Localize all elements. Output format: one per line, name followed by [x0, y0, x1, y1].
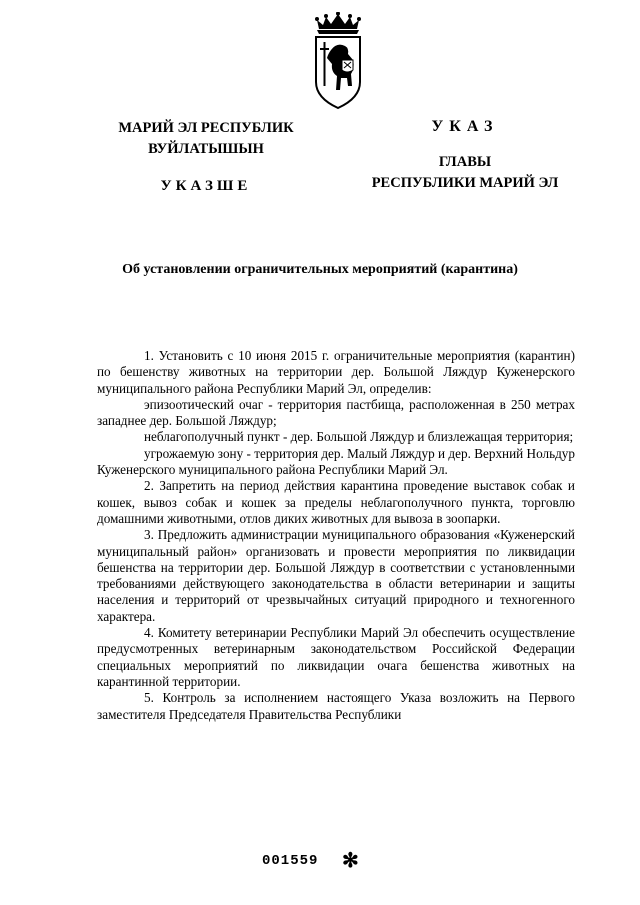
- header-left-line3: УКАЗШЕ: [160, 178, 252, 194]
- paragraph-1-item-2: неблагополучный пункт - дер. Большой Ляждур и близлежащая территория;: [144, 429, 574, 445]
- header-left-line2: ВУЙЛАТЫШЫН: [148, 141, 264, 157]
- paragraph-4: 4. Комитету ветеринарии Республики Марий Эл обеспечить осуществление предусмотренных ветеринарным законодательством Российской Федерации специальных мероприятий по ликвидации очага бешенства животных на карантинной территории.: [97, 625, 575, 689]
- paragraph-3: 3. Предложить администрации муниципального образования «Куженерский муниципальный район» организовать и провести мероприятия по ликвидации бешенства на территории дер. Большой Ляждур в соответствии с установленными требованиями действующего законодательства в области ветеринарии и защиты населения и территорий от чрезвычайных ситуаций природного и техногенного характера.: [97, 527, 575, 624]
- header-right: [355, 152, 575, 194]
- crown-icon: [315, 12, 361, 34]
- paragraph-1-item-3: угрожаемую зону - территория дер. Малый Ляждур и дер. Верхний Нольдур Куженерского муниципального района Республики Марий Эл.: [97, 445, 575, 478]
- header-left-line1: МАРИЙ ЭЛ РЕСПУБЛИК: [118, 120, 294, 136]
- paragraph-1-item-1: эпизоотический очаг - территория пастбища, расположенная в 250 метрах западнее дер. Большой Ляждур;: [97, 396, 575, 429]
- header-right-line2: РЕСПУБЛИКИ МАРИЙ ЭЛ: [371, 175, 559, 191]
- header-right-title: УКАЗ: [431, 118, 499, 135]
- paragraph-1: 1. Установить с 10 июня 2015 г. ограничительные мероприятия (карантин) по бешенству животных на территории дер. Большой Ляждур Куженерского муниципального района Республики Марий Эл, определив:: [97, 348, 575, 396]
- header-left: [98, 118, 314, 197]
- document-title: Об установлении ограничительных мероприятий (карантина): [122, 262, 518, 277]
- coat-of-arms-icon: [311, 12, 365, 112]
- serial-mark-icon: ✻: [342, 850, 359, 872]
- header-right-line1: ГЛАВЫ: [438, 154, 492, 170]
- paragraph-2: 2. Запретить на период действия карантина проведение выставок собак и кошек, вывоз собак и кошек за пределы неблагополучного пункта, торговлю домашними животными, отлов диких животных для вывоза в зоопарки.: [97, 478, 575, 526]
- document-body: [97, 348, 575, 723]
- serial-number: 001559: [262, 853, 319, 869]
- paragraph-5: 5. Контроль за исполнением настоящего Указа возложить на Первого заместителя Председателя Правительства Республики: [97, 690, 575, 722]
